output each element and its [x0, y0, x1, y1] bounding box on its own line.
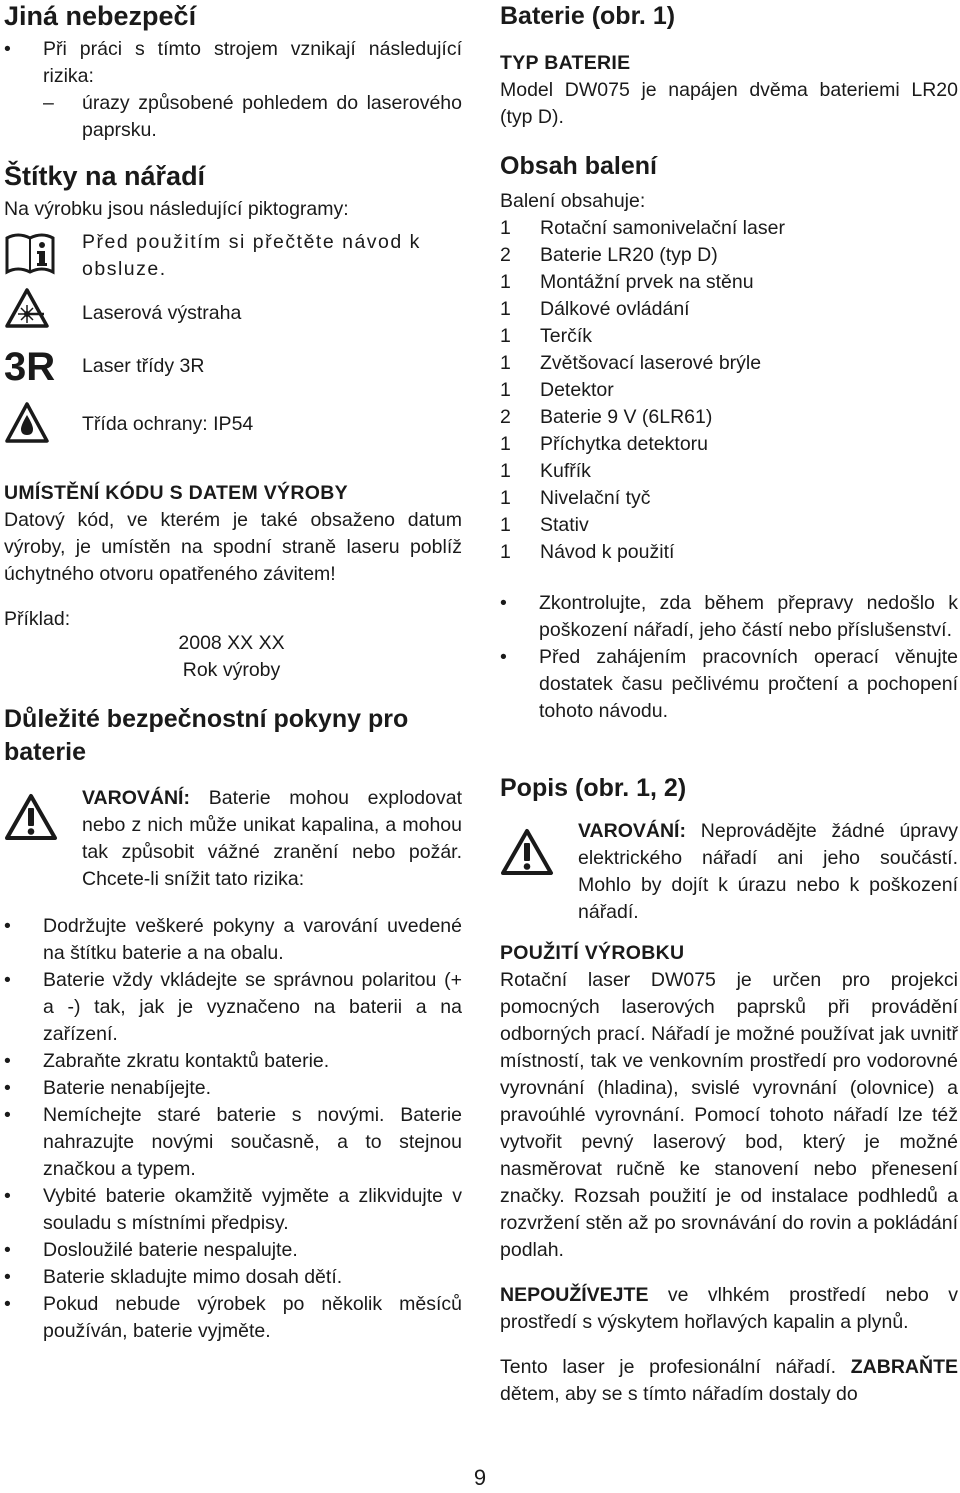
pro-text: Tento laser je profesionální nářadí.	[500, 1356, 837, 1378]
batteries-title: Baterie (obr. 1)	[500, 2, 676, 30]
list-item	[500, 215, 958, 242]
laser-class-3r-icon: 3R	[4, 345, 56, 389]
list-item: • Dodržujte veškeré pokyny a varování uvedené na štítku baterie a na obalu.	[4, 913, 462, 967]
battery-safety-list	[4, 913, 462, 1345]
contents-intro: Balení obsahuje:	[500, 190, 646, 212]
list-item	[500, 242, 958, 269]
date-code-title: UMÍSTĚNÍ KÓDU S DATEM VÝROBY	[4, 482, 348, 504]
item-qty: 1	[500, 487, 511, 509]
warning-triangle-icon	[500, 828, 554, 881]
list-item: • Vybité baterie okamžitě vyjměte a zlikvidujte v souladu s místními předpisy.	[4, 1183, 462, 1237]
item-qty: 2	[500, 244, 511, 266]
list-item: • Dosloužilé baterie nespalujte.	[4, 1237, 462, 1264]
other-hazards-list	[4, 36, 462, 144]
description-warning-text	[578, 818, 958, 926]
contents-section	[500, 150, 958, 725]
list-item	[500, 296, 958, 323]
list-item-text: Při práci s tímto strojem vznikají následující rizika:	[43, 38, 462, 87]
pictogram-protection	[4, 401, 462, 457]
item-name: Montážní prvek na stěnu	[540, 271, 754, 293]
list-item	[500, 323, 958, 350]
warning-label: VAROVÁNÍ:	[578, 820, 686, 842]
item-qty: 2	[500, 406, 511, 428]
date-code-section	[4, 480, 462, 681]
item-name: Rotační samonivelační laser	[540, 217, 785, 239]
list-item	[500, 377, 958, 404]
list-item: • Zkontrolujte, zda během přepravy nedošlo k poškození nářadí, jeho částí nebo příslušenství.	[500, 590, 958, 644]
pro-paragraph	[500, 1354, 958, 1408]
list-item: • Baterie skladujte mimo dosah dětí.	[4, 1264, 462, 1291]
list-item: • Před zahájením pracovních operací věnujte dostatek času pečlivému pročtení a pochopení tohoto návodu.	[500, 644, 958, 725]
date-code-text: Datový kód, ve kterém je také obsaženo datum výroby, je umístěn na spodní straně laseru poblíž úchytného otvoru opatřeného závitem!	[4, 509, 462, 585]
list-item	[500, 431, 958, 458]
list-item	[500, 485, 958, 512]
battery-safety-section	[4, 703, 462, 1345]
pictogram-laser-class	[4, 345, 462, 397]
warning-body: Neprovádějte žádné úpravy elektrického nářadí ani jeho součástí. Mohlo by dojít k úrazu nebo k poškození nářadí.	[578, 820, 958, 923]
manual-info-icon	[4, 232, 56, 281]
battery-safety-title: Důležité bezpečnostní pokyny pro baterie	[4, 705, 409, 766]
item-qty: 1	[500, 541, 511, 563]
contents-title: Obsah balení	[500, 152, 657, 180]
item-name: Terčík	[540, 325, 593, 347]
dash-item-text: úrazy způsobené pohledem do laserového paprsku.	[82, 92, 462, 141]
item-name: Zvětšovací laserové brýle	[540, 352, 762, 374]
example-caption: Rok výroby	[182, 659, 281, 681]
usage-section	[500, 940, 958, 1408]
list-item: • Zabraňte zkratu kontaktů baterie.	[4, 1048, 462, 1075]
warning-triangle-icon	[4, 793, 58, 846]
date-code-example	[144, 630, 319, 684]
read-manual-text: Před použitím si přečtěte návod k obsluze.	[82, 231, 421, 280]
protection-text: Třída ochrany: IP54	[82, 413, 254, 435]
donot-text: ve vlhkém prostředí nebo v prostředí s výskytem hořlavých kapalin a plynů.	[500, 1284, 958, 1333]
warning-body: Baterie mohou explodovat nebo z nich může unikat kapalina, a mohou tak způsobit vážné zranění nebo požár. Chcete-li snížit tato rizika:	[82, 787, 462, 890]
pro-bold: ZABRAŇTE	[850, 1356, 959, 1378]
page-number: 9	[473, 1465, 487, 1490]
list-item: • Pokud nebude výrobek po několik měsíců používán, baterie vyjměte.	[4, 1291, 462, 1345]
pictogram-read-manual	[4, 229, 462, 283]
contents-list	[500, 215, 958, 566]
pro-tail: dětem, aby se s tímto nářadím dostaly do	[500, 1383, 858, 1405]
batteries-section	[500, 0, 958, 131]
list-item: • Baterie nenabíjejte.	[4, 1075, 462, 1102]
item-name: Detektor	[540, 379, 614, 401]
list-item	[500, 458, 958, 485]
description-title: Popis (obr. 1, 2)	[500, 774, 687, 802]
item-qty: 1	[500, 460, 511, 482]
list-item	[500, 512, 958, 539]
list-item: • Nemíchejte staré baterie s novými. Baterie nahrazujte novými současně, a to stejnou značkou a typem.	[4, 1102, 462, 1183]
battery-warning	[4, 785, 462, 893]
battery-warning-text	[82, 785, 462, 893]
water-drop-warning-icon	[4, 401, 50, 450]
description-section	[500, 772, 958, 926]
item-qty: 1	[500, 325, 511, 347]
warning-label: VAROVÁNÍ:	[82, 787, 190, 809]
labels-section	[4, 160, 462, 457]
item-name: Návod k použití	[540, 541, 675, 563]
donot-label: NEPOUŽÍVEJTE	[500, 1284, 649, 1306]
battery-type-text: Model DW075 je napájen dvěma bateriemi LR20 (typ D).	[500, 79, 958, 128]
example-label: Příklad:	[4, 608, 71, 630]
list-item	[500, 350, 958, 377]
list-item: • Baterie vždy vkládejte se správnou polaritou (+ a -) tak, jak je vyznačeno na baterii a na zařízení.	[4, 967, 462, 1048]
labels-title: Štítky na nářadí	[4, 161, 206, 191]
laser-class-text: Laser třídy 3R	[82, 355, 205, 377]
usage-title: POUŽITÍ VÝROBKU	[500, 942, 685, 964]
item-qty: 1	[500, 433, 511, 455]
item-qty: 1	[500, 271, 511, 293]
item-qty: 1	[500, 379, 511, 401]
example-code: 2008 XX XX	[178, 632, 285, 654]
list-item	[500, 539, 958, 566]
description-warning	[500, 818, 958, 926]
donot-paragraph	[500, 1282, 958, 1336]
laser-warning-text: Laserová výstraha	[82, 302, 242, 324]
item-name: Příchytka detektoru	[540, 433, 708, 455]
dash-item	[43, 90, 462, 144]
other-hazards-title: Jiná nebezpečí	[4, 1, 197, 31]
usage-text: Rotační laser DW075 je určen pro projekci pomocných laserových paprsků při provádění odborných prací. Nářadí je možné používat jak uvnitř místností, tak ve venkovním prostředí pro vodorovné vyrovnání (hladina), svislé vyrovnání (olovnice) a pravoúhlé vyrovnání. Pomocí tohoto nářadí lze též vytvořit pevný laserový bod, který je možné nasměrovat ručně ke stanovení nebo přenesení značky. Rozsah použití je od instalace podhledů a rozvržení stěn až po srovnávání do rovin a pokládání podlah.	[500, 969, 958, 1261]
item-qty: 1	[500, 514, 511, 536]
item-name: Dálkové ovládání	[540, 298, 690, 320]
other-hazards-section	[4, 0, 462, 144]
item-qty: 1	[500, 298, 511, 320]
pictogram-laser-warning	[4, 289, 462, 341]
item-qty: 1	[500, 352, 511, 374]
item-name: Stativ	[540, 514, 589, 536]
item-name: Baterie 9 V (6LR61)	[540, 406, 713, 428]
item-name: Kufřík	[540, 460, 591, 482]
item-name: Nivelační tyč	[540, 487, 651, 509]
labels-intro: Na výrobku jsou následující piktogramy:	[4, 198, 349, 220]
battery-type-heading: TYP BATERIE	[500, 52, 631, 74]
laser-warning-icon	[4, 287, 50, 334]
item-qty: 1	[500, 217, 511, 239]
list-item	[500, 404, 958, 431]
contents-notes	[500, 590, 958, 725]
list-item	[500, 269, 958, 296]
item-name: Baterie LR20 (typ D)	[540, 244, 718, 266]
list-item	[4, 36, 462, 144]
